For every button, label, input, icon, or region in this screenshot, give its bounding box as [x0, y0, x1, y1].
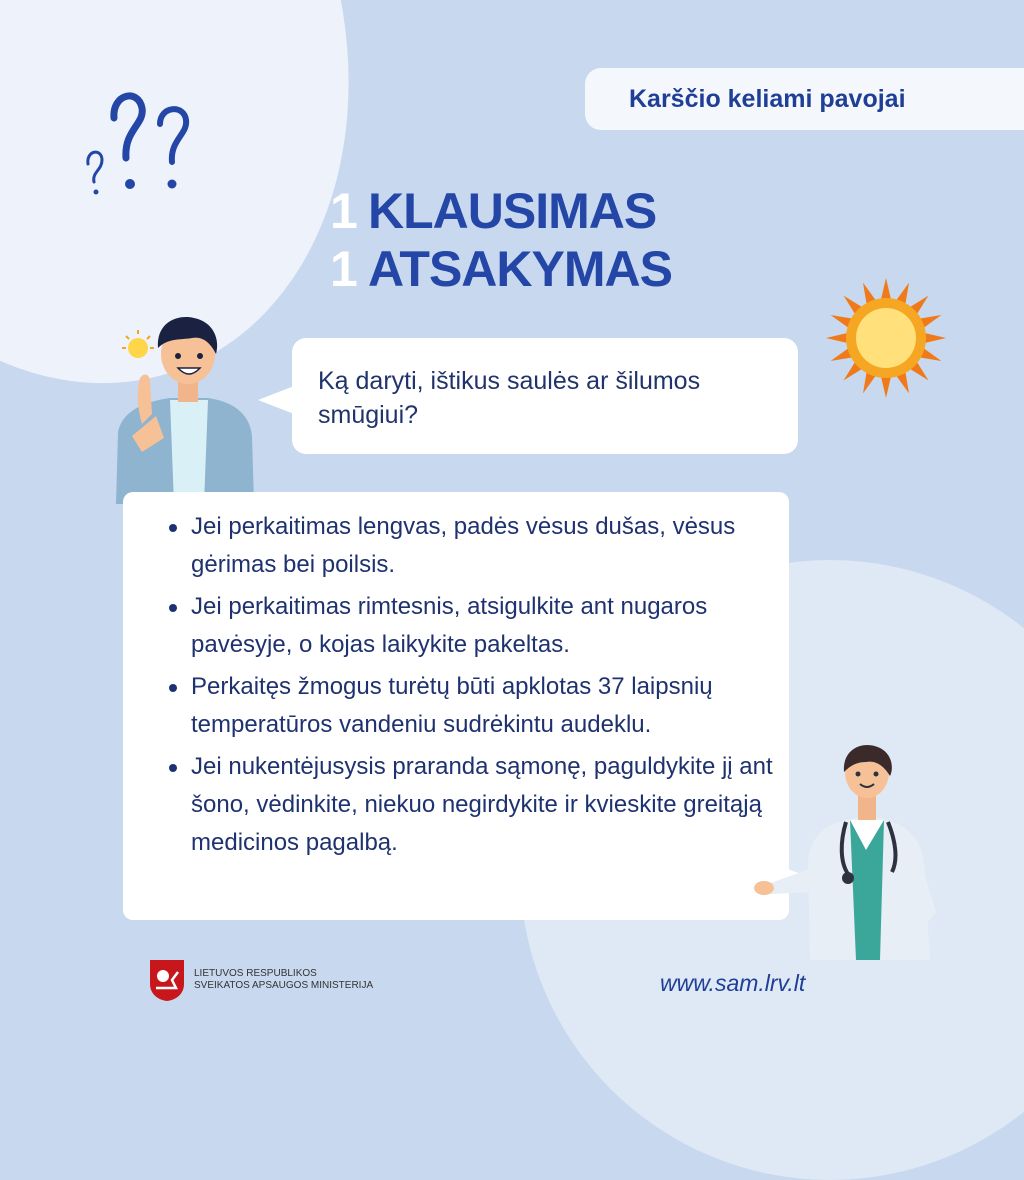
answer-text: Jei perkaitimas lengvas, padės vėsus dušas, vėsus gėrimas bei poilsis.: [191, 513, 736, 578]
question-bubble: [292, 338, 798, 454]
man-illustration: [112, 312, 262, 504]
ministry-name-line-2: SVEIKATOS APSAUGOS MINISTERIJA: [194, 980, 374, 991]
headline: [330, 182, 672, 298]
headline-word-answer: ATSAKYMAS: [368, 241, 672, 297]
coat-of-arms-icon: [148, 958, 186, 1002]
topic-pill: Karščio keliami pavojai: [585, 68, 1024, 130]
question-text: Ką daryti, ištikus saulės ar šilumos smūgiui?: [318, 367, 701, 429]
sun-ray: [924, 333, 946, 343]
sun-icon: [824, 276, 948, 400]
answer-text: Perkaitęs žmogus turėtų būti apklotas 37 laipsnių temperatūros vandeniu sudrėkintu audeklu.: [191, 673, 713, 738]
lightbulb-icon: [122, 330, 154, 358]
headline-number: 1: [330, 241, 358, 297]
headline-number: 1: [330, 183, 358, 239]
sun-ray: [881, 278, 891, 300]
question-bubble-tail: [258, 386, 294, 414]
ministry-logo: [148, 958, 373, 1002]
ministry-name-line-1: LIETUVOS RESPUBLIKOS: [194, 968, 317, 979]
answer-card: [123, 492, 789, 920]
list-item: [169, 668, 779, 744]
answer-list: [169, 508, 779, 862]
headline-line-question: [330, 182, 672, 240]
headline-word-question: KLAUSIMAS: [368, 183, 657, 239]
list-item: [169, 588, 779, 664]
bullet: [169, 684, 177, 692]
bullet: [169, 524, 177, 532]
list-item: [169, 508, 779, 584]
answer-text: Jei perkaitimas rimtesnis, atsigulkite ant nugaros pavėsyje, o kojas laikykite pakeltas.: [191, 593, 708, 658]
bullet: [169, 604, 177, 612]
answer-text: Jei nukentėjusysis praranda sąmonę, paguldykite jį ant šono, vėdinkite, niekuo negirdykite ir kvieskite greitąją medicinos pagalbą.: [191, 753, 773, 856]
headline-line-answer: [330, 240, 672, 298]
sun-ray: [881, 376, 891, 398]
website-link[interactable]: www.sam.lrv.lt: [660, 970, 806, 996]
list-item: [169, 748, 779, 862]
doctor-illustration: [752, 742, 948, 960]
ministry-name: [194, 968, 373, 992]
sun-ray: [826, 333, 848, 343]
question-marks-icon: [76, 80, 196, 195]
bullet: [169, 764, 177, 772]
